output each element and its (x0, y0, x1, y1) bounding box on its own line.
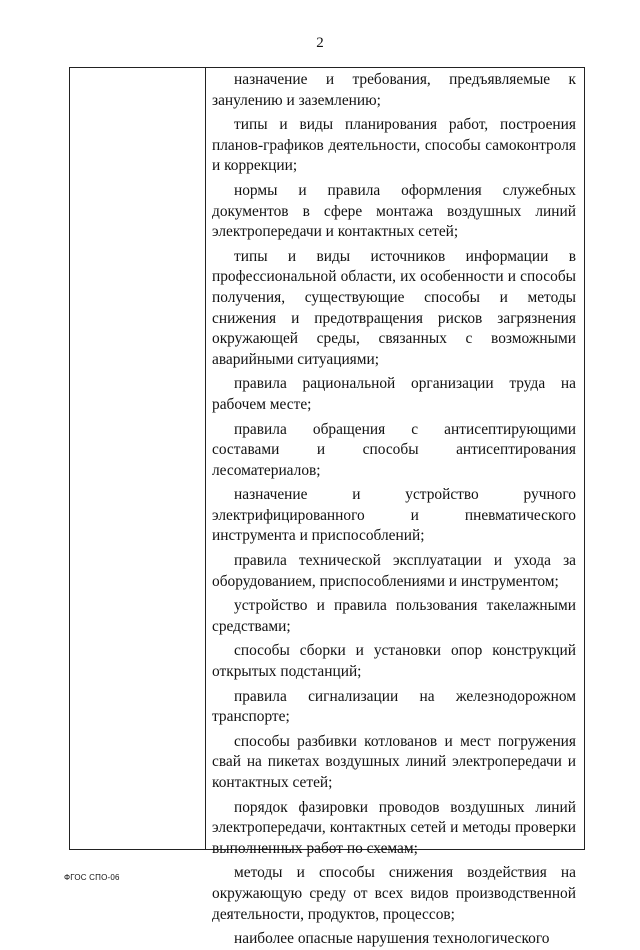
list-item: назначение и требования, предъявляемые к занулению и заземлению; (212, 71, 576, 109)
list-item: нормы и правила оформления служебных документов в сфере монтажа воздушных линий электропередачи и контактных сетей; (212, 181, 576, 241)
list-item: правила рациональной организации труда на рабочем месте; (212, 375, 576, 413)
list-item: методы и способы снижения воздействия на окружающую среду от всех видов производственной деятельности, продуктов, процессов; (212, 864, 576, 923)
list-item: правила обращения с антисептирующими составами и способы антисептирования лесоматериалов; (212, 420, 576, 479)
list-item: устройство и правила пользования такелажными средствами; (212, 597, 576, 635)
list-item: порядок фазировки проводов воздушных линий электропередачи, контактных сетей и методы проверки выполненных работ по схемам; (212, 798, 576, 857)
list-item: способы сборки и установки опор конструкций открытых подстанций; (212, 642, 576, 681)
requirements-cell (212, 70, 576, 950)
list-item: правила сигнализации на железнодорожном транспорте; (212, 687, 576, 726)
footer-doc-code: ФГОС СПО-06 (64, 873, 120, 882)
list-item: типы и виды планирования работ, построения планов-графиков деятельности, способы самоконтроля и коррекции; (212, 116, 576, 175)
list-item: наиболее опасные нарушения технологического (234, 930, 550, 948)
page-number: 2 (316, 35, 324, 51)
list-item: типы и виды источников информации в профессиональной области, их особенности и способы получения, существующие способы и методы снижения и предотвращения рисков загрязнения окружающей среды, связанных с возможными аварийными ситуациями; (212, 247, 576, 368)
list-item: правила технической эксплуатации и ухода за оборудованием, приспособлениями и инструментом; (212, 552, 576, 590)
list-item: способы разбивки котлованов и мест погружения свай на пикетах воздушных линий электропередачи и контактных сетей; (212, 732, 576, 791)
column-divider (205, 68, 206, 849)
list-item: назначение и устройство ручного электрифицированного и пневматического инструмента и приспособлений; (212, 486, 576, 545)
